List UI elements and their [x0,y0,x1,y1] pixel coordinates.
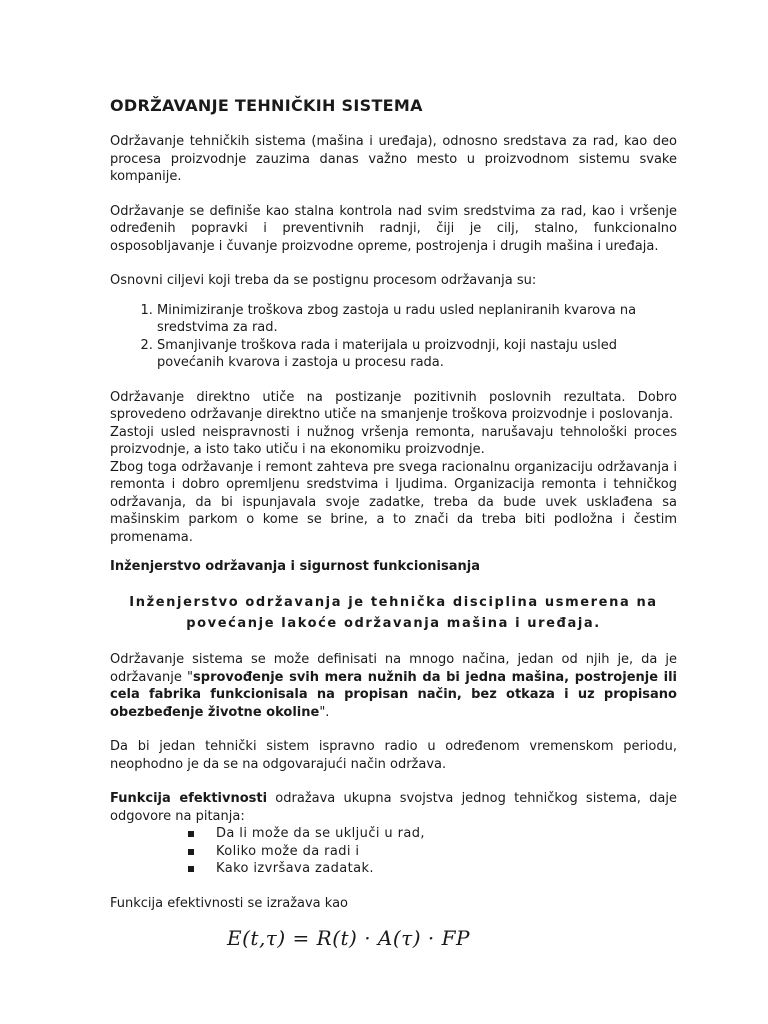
paragraph-intro: Održavanje tehničkih sistema (mašina i uređaja), odnosno sredstava za rad, kao deo procesa proizvodnje zauzima danas važno mesto u proizvodnom sistemu svake kompanije. [110,134,677,184]
list-item: 1. Minimiziranje troškova zbog zastoja u radu usled neplaniranih kvarova na sredstvima za rad. [157,302,677,337]
square-bullet-icon [188,849,194,855]
text-segment: Održavanje sistema se može definisati na mnogo načina, jedan od njih je, da je održavanje " [110,652,677,685]
text-segment: odražava ukupna svojstva jednog tehničkog sistema, daje odgovore na pitanja: [110,791,677,824]
highlighted-definition: Inženjerstvo održavanja je tehnička disciplina usmerena na povećanje lakoće održavanja mašina i uređaja. [129,595,658,631]
list-item-label: Kako izvršava zadatak. [216,861,374,876]
list-item [188,825,677,843]
list-item: 2. Smanjivanje troškova rada i materijala u proizvodnji, koji nastaju usled povećanih kvarova i zastoja u procesu rada. [157,337,677,372]
square-bullet-icon [188,866,194,872]
paragraph-goals-intro: Osnovni ciljevi koji treba da se postignu procesom održavanja su: [110,273,537,288]
page-title: ODRŽAVANJE TEHNIČKIH SISTEMA [110,96,423,115]
paragraph-effectiveness [110,790,677,825]
effectiveness-formula: E(t,τ) = R(t) · A(τ) · FP [227,926,470,950]
list-item-label: Da li može da se uključi u rad, [216,826,425,841]
list-item [188,843,677,861]
bold-definition: sprovođenje svih mera nužnih da bi jedna mašina, postrojenje ili cela fabrika funkcionisala na propisan način, bez otkaza i uz propisano obezbeđenje životne okoline [110,669,678,720]
list-item [188,860,677,878]
paragraph-system-operation: Da bi jedan tehnički sistem ispravno radio u određenom vremenskom periodu, neophodno je da se na odgovarajući način održava. [110,739,677,772]
paragraph-formula-intro: Funkcija efektivnosti se izražava kao [110,895,349,911]
section-heading: Inženjerstvo održavanja i sigurnost funkcionisanja [110,559,480,574]
paragraph-organization: Zbog toga održavanje i remont zahteva pre svega racionalnu organizaciju održavanja i remonta i dobro opremljenu sredstvima i ljudima. Organizacija remonta i tehničkog održavanja, da bi ispunjavala svoje zadatke, treba da bude uvek usklađena sa mašinskim parkom o kome se brine, a to znači da treba biti podložna i čestim promenama. [110,459,677,545]
paragraph-downtime: Zastoji usled neispravnosti i nužnog vršenja remonta, narušavaju tehnološki proces proizvodnje, a isto tako utiču i na ekonomiku proizvodnje. [110,424,677,457]
document-content [110,96,677,948]
text-segment: ". [319,704,330,720]
paragraph-maintenance-definition [110,651,677,721]
goals-list [110,302,677,372]
list-item-label: Koliko može da radi i [216,843,360,859]
square-bullet-icon [188,831,194,837]
paragraph-definition: Održavanje se definiše kao stalna kontrola nad svim sredstvima za rad, kao i vršenje određenih popravki i preventivnih radnji, čiji je cilj, stalno, funkcionalno osposobljavanje i čuvanje proizvodne opreme, postrojenja i drugih mašina i uređaja. [110,203,677,254]
bold-term: Funkcija efektivnosti [110,791,268,806]
questions-list [110,825,677,878]
paragraph-results: Održavanje direktno utiče na postizanje pozitivnih poslovnih rezultata. Dobro sprovedeno održavanje direktno utiče na smanjenje troškova proizvodnje i poslovanja. [110,389,677,422]
